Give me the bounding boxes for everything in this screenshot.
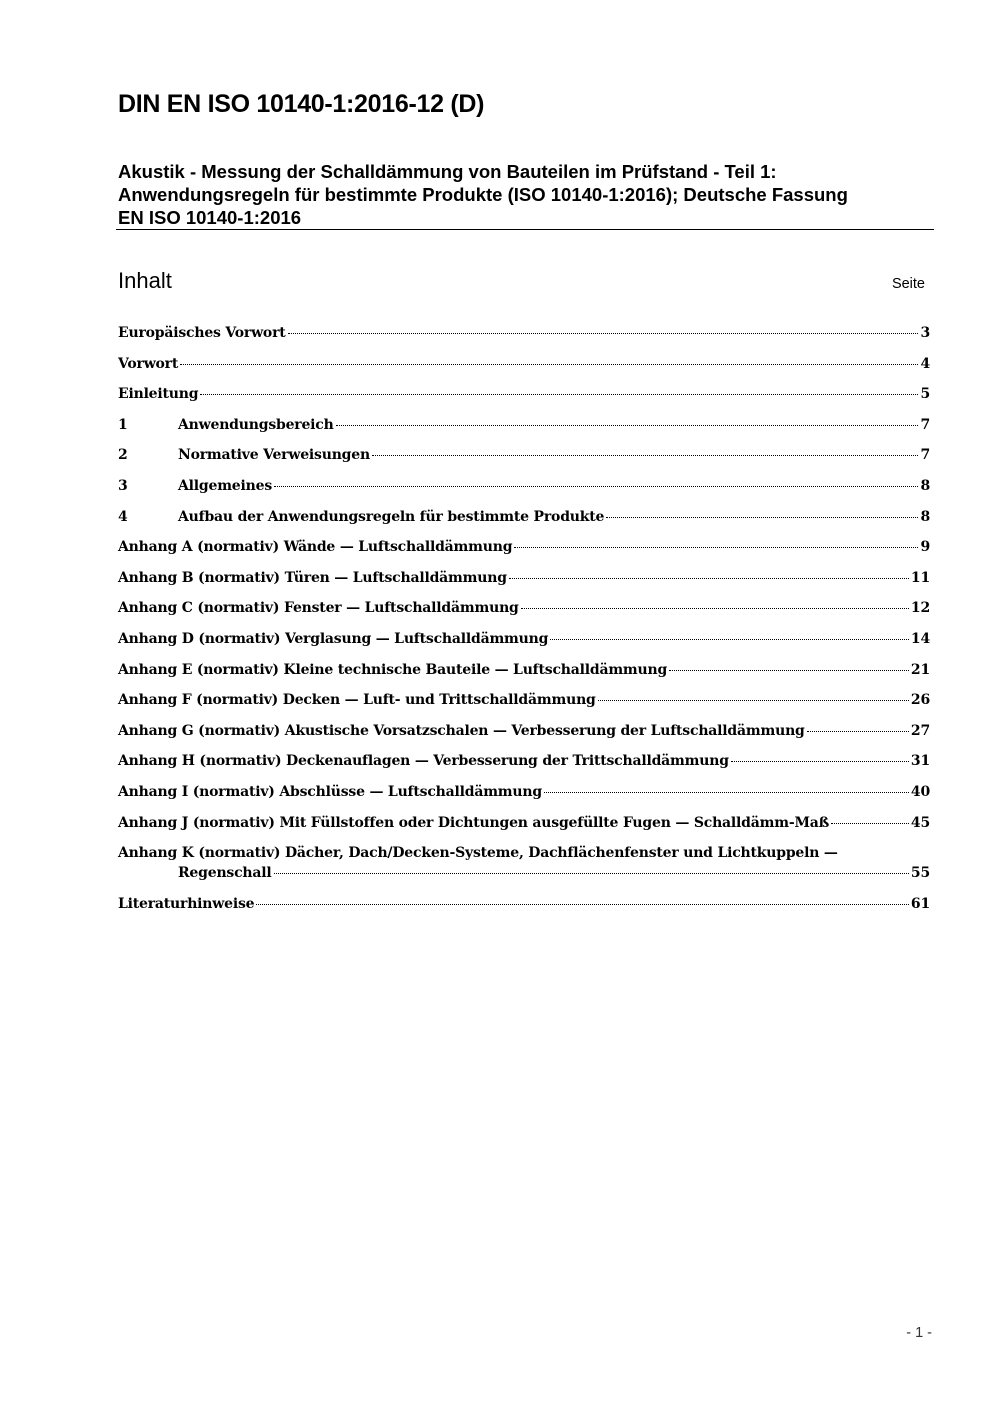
toc-entry-number: 4 (118, 508, 128, 525)
toc-entry-wrapped (118, 845, 930, 881)
toc-entry[interactable] (118, 692, 930, 723)
toc-entry-page: 8 (920, 508, 930, 525)
subtitle-line: Akustik - Messung der Schalldämmung von Bauteilen im Prüfstand - Teil 1: (118, 161, 777, 182)
toc-entry-number: 3 (118, 477, 128, 494)
toc-entry-page: 4 (920, 355, 930, 372)
toc-entry-title: Vorwort (118, 355, 179, 372)
toc-dot-leader (180, 364, 918, 365)
toc-entry-title: Aufbau der Anwendungsregeln für bestimmte Produkte (178, 508, 605, 525)
toc-dot-leader (831, 823, 909, 824)
toc-entry-title: Anhang H (normativ) Deckenauflagen — Verbesserung der Trittschalldämmung (118, 753, 729, 770)
toc-entry-page: 3 (920, 325, 930, 341)
toc-entry-title: Anwendungsbereich (178, 416, 334, 433)
document-subtitle (118, 160, 934, 229)
table-of-contents (118, 325, 930, 927)
toc-dot-leader (544, 792, 909, 793)
toc-entry-title: Anhang I (normativ) Abschlüsse — Luftschalldämmung (118, 783, 542, 800)
title-divider (116, 229, 934, 230)
toc-entry-title: Regenschall (178, 865, 272, 882)
toc-entry[interactable] (118, 845, 930, 896)
toc-entry[interactable] (118, 753, 930, 784)
toc-entry[interactable] (118, 570, 930, 601)
toc-dot-leader (336, 425, 919, 426)
toc-entry-title: Allgemeines (178, 477, 273, 494)
toc-entry-title: Anhang C (normativ) Fenster — Luftschalldämmung (118, 600, 519, 617)
toc-entry[interactable] (118, 509, 930, 540)
subtitle-line: Anwendungsregeln für bestimmte Produkte (ISO 10140-1:2016); Deutsche Fassung (118, 184, 848, 205)
page-number: - 1 - (906, 1325, 932, 1341)
toc-entry-title: Anhang F (normativ) Decken — Luft- und Trittschalldämmung (118, 692, 596, 709)
toc-entry-page: 11 (910, 569, 930, 586)
toc-entry-page: 40 (910, 783, 930, 800)
toc-dot-leader (274, 486, 918, 487)
toc-dot-leader (256, 904, 909, 905)
toc-entry-page: 45 (910, 814, 930, 831)
toc-entry[interactable] (118, 356, 930, 387)
toc-dot-leader (550, 639, 909, 640)
toc-entry-page: 7 (920, 416, 930, 433)
toc-page-label: Seite (891, 276, 925, 292)
toc-entry-page: 5 (920, 386, 930, 403)
toc-entry-page: 21 (910, 661, 930, 678)
toc-entry[interactable] (118, 631, 930, 662)
toc-entry-title: Anhang E (normativ) Kleine technische Bauteile — Luftschalldämmung (118, 661, 668, 678)
toc-entry-page: 14 (910, 630, 930, 647)
toc-entry[interactable] (118, 325, 930, 356)
toc-entry-title: Normative Verweisungen (178, 447, 370, 464)
toc-entry-title: Europäisches Vorwort (118, 325, 286, 341)
toc-dot-leader (372, 455, 919, 456)
toc-entry-title: Anhang K (normativ) Dächer, Dach/Decken-Systeme, Dachflächenfenster und Lichtkuppeln — (118, 845, 838, 862)
toc-entry[interactable] (118, 723, 930, 754)
toc-entry-page: 8 (920, 477, 930, 494)
toc-entry-number: 2 (118, 447, 128, 464)
toc-dot-leader (509, 578, 909, 579)
toc-entry-title: Anhang A (normativ) Wände — Luftschalldämmung (118, 539, 513, 556)
toc-entry-title: Anhang D (normativ) Verglasung — Luftschalldämmung (118, 630, 549, 647)
toc-entry[interactable] (118, 417, 930, 448)
toc-entry-title: Anhang B (normativ) Türen — Luftschalldämmung (118, 569, 507, 586)
toc-entry[interactable] (118, 386, 930, 417)
toc-dot-leader (606, 517, 918, 518)
document-title: DIN EN ISO 10140-1:2016-12 (D) (118, 90, 485, 118)
toc-entry-page: 27 (910, 722, 930, 739)
toc-dot-leader (807, 731, 909, 732)
toc-entry[interactable] (118, 539, 930, 570)
toc-entry[interactable] (118, 662, 930, 693)
toc-entry-title: Anhang J (normativ) Mit Füllstoffen oder Dichtungen ausgefüllte Fugen — Schalldämm-Maß (118, 814, 830, 831)
toc-dot-leader (200, 394, 918, 395)
toc-dot-leader (731, 761, 909, 762)
toc-entry-title: Literaturhinweise (118, 896, 255, 913)
toc-entry-title: Einleitung (118, 386, 199, 403)
toc-entry[interactable] (118, 815, 930, 846)
toc-entry-number: 1 (118, 416, 128, 433)
toc-dot-leader (598, 700, 909, 701)
toc-entry[interactable] (118, 478, 930, 509)
toc-entry[interactable] (118, 896, 930, 927)
toc-dot-leader (521, 608, 909, 609)
toc-dot-leader (514, 547, 918, 548)
toc-entry[interactable] (118, 784, 930, 815)
toc-dot-leader (274, 873, 909, 874)
toc-entry-page: 7 (920, 447, 930, 464)
toc-entry-page: 9 (920, 539, 930, 556)
subtitle-line: EN ISO 10140-1:2016 (118, 207, 302, 228)
toc-entry-page: 55 (910, 865, 930, 882)
toc-entry-page: 26 (910, 692, 930, 709)
toc-entry-title: Anhang G (normativ) Akustische Vorsatzschalen — Verbesserung der Luftschalldämmung (118, 722, 805, 739)
toc-dot-leader (288, 333, 919, 334)
toc-entry[interactable] (118, 600, 930, 631)
toc-entry-page: 61 (910, 896, 930, 913)
toc-dot-leader (669, 670, 909, 671)
toc-entry-continuation (118, 865, 930, 881)
toc-entry-page: 31 (910, 753, 930, 770)
toc-heading: Inhalt (118, 268, 172, 293)
toc-entry-page: 12 (910, 600, 930, 617)
toc-entry[interactable] (118, 447, 930, 478)
